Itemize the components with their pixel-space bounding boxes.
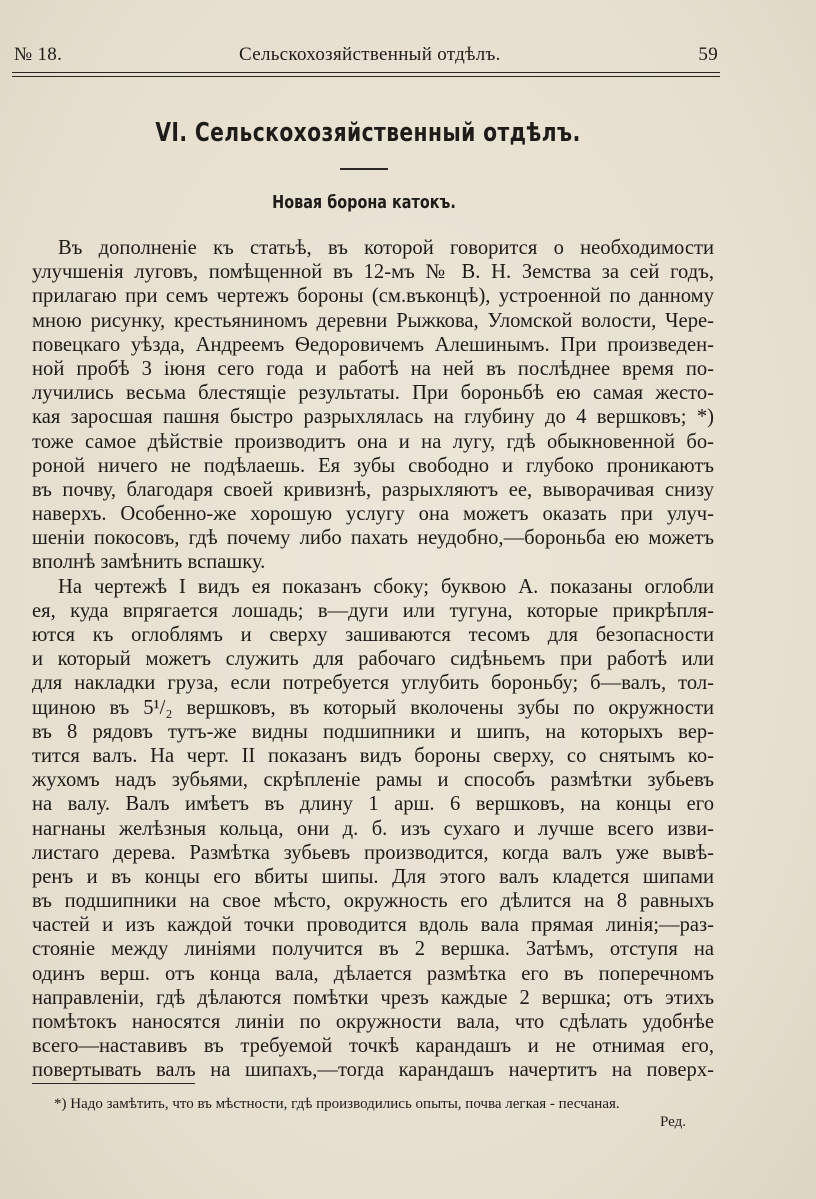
text-line: повецкаго уѣзда, Андреемъ Ѳедоровичемъ Алешинымъ. При произведен- [32, 333, 714, 356]
text-line: частей и изъ каждой точки проводится вдоль вала прямая линія;—раз- [32, 914, 714, 937]
footnote-rule [32, 1083, 195, 1084]
page-number: 59 [698, 44, 718, 65]
text-line: прилагаю при семъ чертежъ бороны (см.въконцѣ), устроенной по данному [32, 285, 714, 308]
text-line: лучились весьма блестящіе результаты. При бороньбѣ ею самая жесто- [32, 382, 714, 405]
article-body [32, 236, 714, 1083]
text-line: ренъ и въ концы его вбиты шипы. Для этого валъ кладется шипами [32, 865, 714, 888]
text-line: жухомъ надъ зубьями, скрѣпленіе рамы и способъ размѣтки зубьевъ [32, 769, 714, 792]
text-line: въ 8 рядовъ тутъ-же видны подшипники и шипъ, на которыхъ вер- [32, 720, 714, 743]
text-line: наверхъ. Особенно-же хорошую услугу она можетъ оказать при улуч- [32, 503, 714, 526]
text-line: ются къ оглоблямъ и сверху зашиваются тесомъ для безопасности [32, 624, 714, 646]
text-line: въ почву, благодаря своей кривизнѣ, разрыхляютъ ее, выворачивая снизу [32, 478, 714, 501]
text-line: въ подшипники на свое мѣсто, окружность его дѣлится на 8 равныхъ [32, 890, 714, 913]
running-head [14, 44, 718, 74]
text-line: тится валъ. На черт. II показанъ видъ бороны сверху, со снятымъ ко- [32, 744, 714, 767]
text-line: листаго дерева. Размѣтка зубьевъ производится, когда валъ уже вывѣ- [32, 841, 714, 864]
text-line: нагнаны желѣзныя кольца, они д. б. изъ сухаго и лучше всего изви- [32, 817, 714, 840]
text-line: повертывать валъ на шипахъ,—тогда карандашъ начертитъ на поверх- [32, 1059, 714, 1082]
text-line: стояніе между линіями получится въ 2 вершка. Затѣмъ, отступя на [32, 938, 714, 961]
text-line: кая заросшая пашня быстро разрыхлялась на глубину до 4 вершковъ; *) [32, 406, 714, 429]
text-line: для накладки груза, если потребуется углубить бороньбу; б—валъ, тол- [32, 672, 714, 695]
text-line: щиною въ 5¹/₂ вершковъ, въ который вколочены зубы по окружности [32, 696, 714, 719]
text-line: шеніи покосовъ, гдѣ почему либо пахать неудобно,—бороньба ею можетъ [32, 527, 714, 550]
footnote: *) Надо замѣтить, что въ мѣстности, гдѣ производились опыты, почва легкая - песчаная. [54, 1096, 620, 1112]
text-line: одинъ верш. отъ конца вала, дѣлается размѣтка его въ поперечномъ [32, 962, 714, 985]
section-title: VI. Сельскохозяйственный отдѣлъ. [155, 118, 581, 148]
paragraph [32, 236, 714, 575]
title-divider [340, 168, 388, 170]
text-line: тоже самое дѣйствіе производитъ она и на лугу, гдѣ обыкновенной бо- [32, 430, 714, 453]
text-line: и который можетъ служить для рабочаго сидѣньемъ при работѣ или [32, 648, 714, 671]
text-line: направленіи, гдѣ дѣлаются помѣтки чрезъ каждые 2 вершка; отъ этихъ [32, 986, 714, 1009]
text-line: роной ничего не подѣлаешь. Ея зубы свободно и глубоко проникаютъ [32, 454, 714, 477]
text-line: на валу. Валъ имѣетъ въ длину 1 арш. 6 вершковъ, на концы его [32, 793, 714, 816]
header-rule-thin [12, 76, 720, 77]
text-line: помѣтокъ наносятся линіи по окружности вала, что сдѣлать удобнѣе [32, 1011, 714, 1033]
running-head-title: Сельскохозяйственный отдѣлъ. [239, 44, 501, 65]
text-line: На чертежѣ I видъ ея показанъ сбоку; буквою А. показаны оглобли [58, 575, 714, 598]
text-line: ной пробѣ 3 іюня сего года и работѣ на ней въ послѣднее время по- [32, 357, 714, 380]
text-line: вполнѣ замѣнить вспашку. [32, 551, 266, 574]
footnote-signature: Ред. [660, 1114, 686, 1130]
header-rule [12, 72, 720, 73]
text-line: Въ дополненіе къ статьѣ, въ которой говорится о необходимости [58, 237, 714, 259]
text-line: всего—наставивъ въ требуемой точкѣ карандашъ и не отнимая его, [32, 1035, 714, 1058]
text-line: мною рисунку, крестьяниномъ деревни Рыжкова, Уломской волости, Чере- [32, 309, 714, 332]
text-line: ея, куда впрягается лошадь; в—дуги или тугуна, которые прикрѣпля- [32, 599, 714, 622]
text-line: улучшенія луговъ, помѣщенной въ 12-мъ № В. Н. Земства за сей годъ, [32, 261, 714, 284]
paragraph [32, 575, 714, 1083]
article-title: Новая борона катокъ. [272, 192, 456, 213]
issue-number: № 18. [14, 44, 63, 65]
